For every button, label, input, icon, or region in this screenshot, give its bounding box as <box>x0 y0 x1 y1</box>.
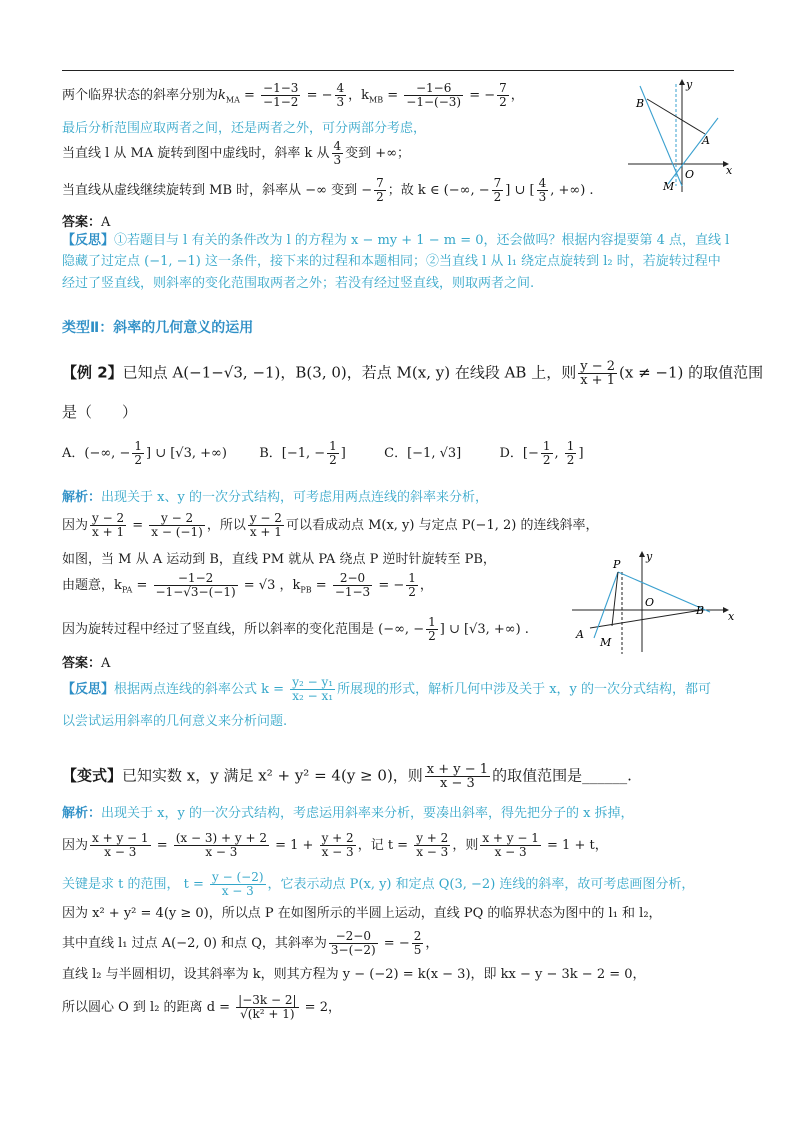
segment-ab <box>590 610 702 628</box>
point-a-label: A <box>702 134 710 147</box>
point-a-label: A <box>576 628 584 641</box>
option-a[interactable]: A．(−∞, − $\frac{1}{2}$ ] ∪ [√3, +∞) <box>62 439 227 467</box>
solution-1-line-5: 因为旋转过程中经过了竖直线，所以斜率的变化范围是 (−∞, − $\frac{1}{2}$ ] ∪ [√3, +∞) . <box>62 615 529 643</box>
reflection-1-line-3: 经过了竖直线，则斜率的变化范围取两者之外；若没有经过竖直线，则取两者之间. <box>62 276 535 291</box>
solution-2-line-7: 所以圆心 O 到 l₂ 的距离 d = $\frac{|-3k - 2|}{\text{√(k² + 1)}}$ = 2， <box>62 993 341 1021</box>
solution-2-line-1: 解析：出现关于 x，y 的一次分式结构，考虑运用斜率来分析，要凑出斜率，得先把分子的 x 拆掉， <box>62 806 634 821</box>
answer-1: 答案：A <box>62 215 111 230</box>
x-label: x <box>726 164 733 177</box>
origin-label: O <box>645 596 655 609</box>
example-2-stem-cont: 是（ ） <box>62 403 138 421</box>
x-label: x <box>728 610 735 623</box>
solution-1-line-1: 解析：出现关于 x、y 的一次分式结构，可考虑用两点连线的斜率来分析， <box>62 490 488 505</box>
answer-2: 答案：A <box>62 656 111 671</box>
example-2-stem: 【例 2】已知点 A(−1−√3, −1)，B(3, 0)，若点 M(x, y) 在线段 AB 上，则 $\frac{y - 2}{x + 1}$ (x ≠ −1) 的取值范围 <box>62 359 764 388</box>
solution-1-line-2: 因为 $\frac{y - 2}{x + 1}$ = $\frac{y - 2}{x - (-1)}$ ，所以 $\frac{y - 2}{x + 1}$ 可以看成动点 M(x, y) 与定点 P(−1, 2) 的连线斜率， <box>62 511 599 539</box>
option-b[interactable]: B．[−1, − $\frac{1}{2}$ ] <box>259 439 346 467</box>
figure-2-diagram <box>570 546 740 656</box>
solution-2-line-4: 因为 x² + y² = 4(y ≥ 0)，所以点 P 在如图所示的半圆上运动，直线 PQ 的临界状态为图中的 l₁ 和 l₂， <box>62 906 662 921</box>
point-m-label: M <box>663 180 675 193</box>
y-label: y <box>686 78 693 91</box>
point-m-label: M <box>600 636 612 649</box>
solution-1-line-3: 如图，当 M 从 A 运动到 B，直线 PM 就从 PA 绕点 P 逆时针旋转至 PB， <box>62 552 496 567</box>
reflection-1-line-2: 隐藏了过定点 (−1, −1) 这一条件，接下来的过程和本题相同；②当直线 l 从 l₁ 绕定点旋转到 l₂ 时，若旋转过程中 <box>62 254 721 269</box>
rotation-line-2: 当直线从虚线继续旋转到 MB 时，斜率从 −∞ 变到 − $\frac{7}{2}$ ；故 k ∈ (−∞, − $\frac{7}{2}$ ] ∪ [ $\frac{4}{3}$ , +∞) . <box>62 176 594 204</box>
reflection-2-line-2: 以尝试运用斜率的几何意义来分析问题. <box>62 714 288 729</box>
solution-1-line-4: 由题意，$k_{PA}$ = $\frac{-1-2}{-1-√3-(-1)}$ = √3 ，$k_{PB}$ = $\frac{2-0}{-1-3}$ = − $\frac{1}{2}$ ， <box>62 571 433 599</box>
header-rule <box>62 70 734 71</box>
rotation-line-1: 当直线 l 从 MA 旋转到图中虚线时，斜率 k 从 $\frac{4}{3}$ 变到 +∞； <box>62 139 411 167</box>
analysis-hint: 最后分析范围应取两者之间，还是两者之外，可分两部分考虑， <box>62 121 427 136</box>
solution-2-line-5: 其中直线 l₁ 过点 A(−2, 0) 和点 Q，其斜率为 $\frac{-2-0}{3-(-2)}$ = − $\frac{2}{5}$ ， <box>62 929 439 957</box>
y-label: y <box>646 550 653 563</box>
solution-2-line-6: 直线 l₂ 与半圆相切，设其斜率为 k，则其方程为 y − (−2) = k(x − 3)，即 kx − y − 3k − 2 = 0， <box>62 967 646 982</box>
critical-slopes-line: 两个临界状态的斜率分别为$k_{MA}$ = $\frac{-1-3}{-1-2}$ = − $\frac{4}{3}$ ，$k_{MB}$ = $\frac{-1-6}{-1-(-3)}$ = − $\frac{7}{2}$ ， <box>62 81 524 109</box>
solution-2-line-3: 关键是求 t 的范围， t = $\frac{y - (-2)}{x - 3}$ ，它表示动点 P(x, y) 和定点 Q(3, −2) 连线的斜率，故可考虑画图分析， <box>62 870 695 898</box>
reflection-2-line-1: 【反思】根据两点连线的斜率公式 k = $\frac{\text{y₂ − y₁}}{\text{x₂ − x₁}}$ 所展现的形式，解析几何中涉及关于 x，y 的一次分式结构，都可 <box>62 675 712 703</box>
variant-stem: 【变式】已知实数 x，y 满足 x² + y² = 4(y ≥ 0)，则 $\frac{x + y - 1}{x - 3}$ 的取值范围是______. <box>62 762 632 791</box>
point-p-label: P <box>613 558 621 571</box>
section-heading: 类型Ⅱ：斜率的几何意义的运用 <box>62 320 254 336</box>
figure-1-diagram <box>620 76 740 196</box>
reflection-1-line-1: 【反思】①若题目与 l 有关的条件改为 l 的方程为 x − my + 1 − m = 0，还会做吗？根据内容提要第 4 点，直线 l <box>62 233 730 248</box>
option-d[interactable]: D．[− $\frac{1}{2}$ , $\frac{1}{2}$ ] <box>499 439 584 467</box>
origin-label: O <box>685 168 695 181</box>
option-c[interactable]: C．[−1, √3] <box>384 446 462 461</box>
solution-2-line-2: 因为 $\frac{x + y - 1}{x - 3}$ = $\frac{(x - 3) + y + 2}{x - 3}$ = 1 + $\frac{y + 2}{x - 3}$ ，记 t = $\frac{y + 2}{x - 3}$ ，则 $\frac{x + y - 1}{x - 3}$ = 1 + t， <box>62 831 608 859</box>
point-b-label: B <box>636 97 645 110</box>
point-b-label: B <box>696 604 705 617</box>
example-2-options <box>62 440 584 467</box>
